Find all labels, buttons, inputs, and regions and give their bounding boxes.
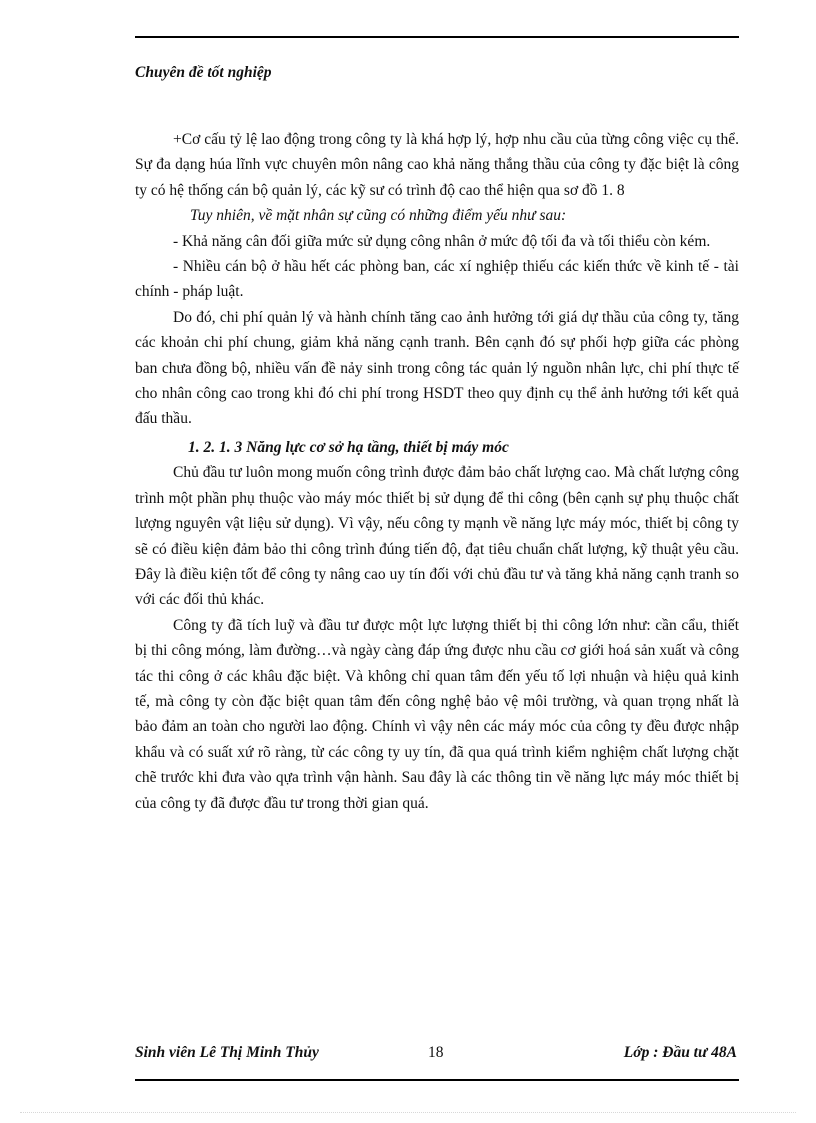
paragraph-investor-expectation: Chủ đầu tư luôn mong muốn công trình được đảm bảo chất lượng cao. Mà chất lượng công trình một phần phụ thuộc vào máy móc thiết bị sử dụng để thi công (bên cạnh sự phụ thuộc chất lượng nguyên vật liệu sử dụng). Vì vậy, nếu công ty mạnh về năng lực máy móc, thiết bị công ty sẽ có điều kiện đảm bảo thi công trình đúng tiến độ, đạt tiêu chuẩn chất lượng, kỹ thuật yêu cầu. Đây là điều kiện tốt để công ty nâng cao uy tín đối với chủ đầu tư và tăng khả năng cạnh tranh so với các đối thủ khác. [135,464,739,609]
footer-rule [135,1079,739,1081]
page-header-title: Chuyên đề tốt nghiệp [135,64,272,81]
paragraph-staff-structure: +Cơ cấu tỷ lệ lao động trong công ty là khá hợp lý, hợp nhu cầu của từng công việc cụ thể. Sự đa dạng húa lĩnh vực chuyên môn nâng cao khả năng thắng thầu của công ty đặc biệt là công ty có hệ thống cán bộ quản lý, các kỹ sư có trình độ cao thể hiện qua sơ đồ 1. 8 [135,131,739,199]
document-body [135,127,739,816]
paragraph-equipment: Công ty đã tích luỹ và đầu tư được một lực lượng thiết bị thi công lớn như: cần cẩu, thiết bị thi công móng, làm đường…và ngày càng đáp ứng được nhu cầu cơ giới hoá sản xuất và công tác thi công ở các khâu đặc biệt. Và không chỉ quan tâm đến yếu tố lợi nhuận và hiệu quả kinh tế, mà công ty còn đặc biệt quan tâm đến công nghệ bảo vệ môi trường, và quan trọng nhất là bảo đảm an toàn cho người lao động. Chính vì vậy nên các máy móc của công ty đều được nhập khẩu và có suất xứ rõ ràng, từ các công ty uy tín, đã qua quá trình kiểm nghiệm chất lượng chặt chẽ trước khi đưa vào qựa trình vận hành. Sau đây là các thông tin về năng lực máy móc thiết bị của công ty đã được đầu tư trong thời gian quá. [135,616,739,812]
footer-student-name: Sinh viên Lê Thị Minh Thủy [135,1044,319,1061]
section-heading: 1. 2. 1. 3 Năng lực cơ sở hạ tầng, thiết bị máy móc [188,438,509,456]
paragraph-consequence: Do đó, chi phí quản lý và hành chính tăng cao ảnh hưởng tới giá dự thầu của công ty, tăng các khoản chi phí chung, giảm khả năng cạnh tranh. Bên cạnh đó sự phối hợp giữa các phòng ban chưa đồng bộ, nhiều vấn đề nảy sinh trong công tác quản lý nguồn nhân lực, chi phí thực tế cho nhân công cao trong khi đó chi phí trong HSDT theo quy định cụ thể ảnh hưởng tới kết quả đấu thầu. [135,308,739,428]
footer-page-number: 18 [428,1044,444,1061]
paragraph-weakness-2: - Nhiều cán bộ ở hầu hết các phòng ban, các xí nghiệp thiếu các kiến thức về kinh tế - tài chính - pháp luật. [135,258,739,301]
page-edge-divider [20,1112,796,1113]
paragraph-weakness-intro: Tuy nhiên, về mặt nhân sự cũng có những điểm yếu như sau: [190,207,567,225]
header-rule [135,36,739,38]
paragraph-weakness-1: - Khả năng cân đối giữa mức sử dụng công nhân ở mức độ tối đa và tối thiểu còn kém. [173,232,711,250]
footer-class: Lớp : Đầu tư 48A [623,1044,737,1061]
